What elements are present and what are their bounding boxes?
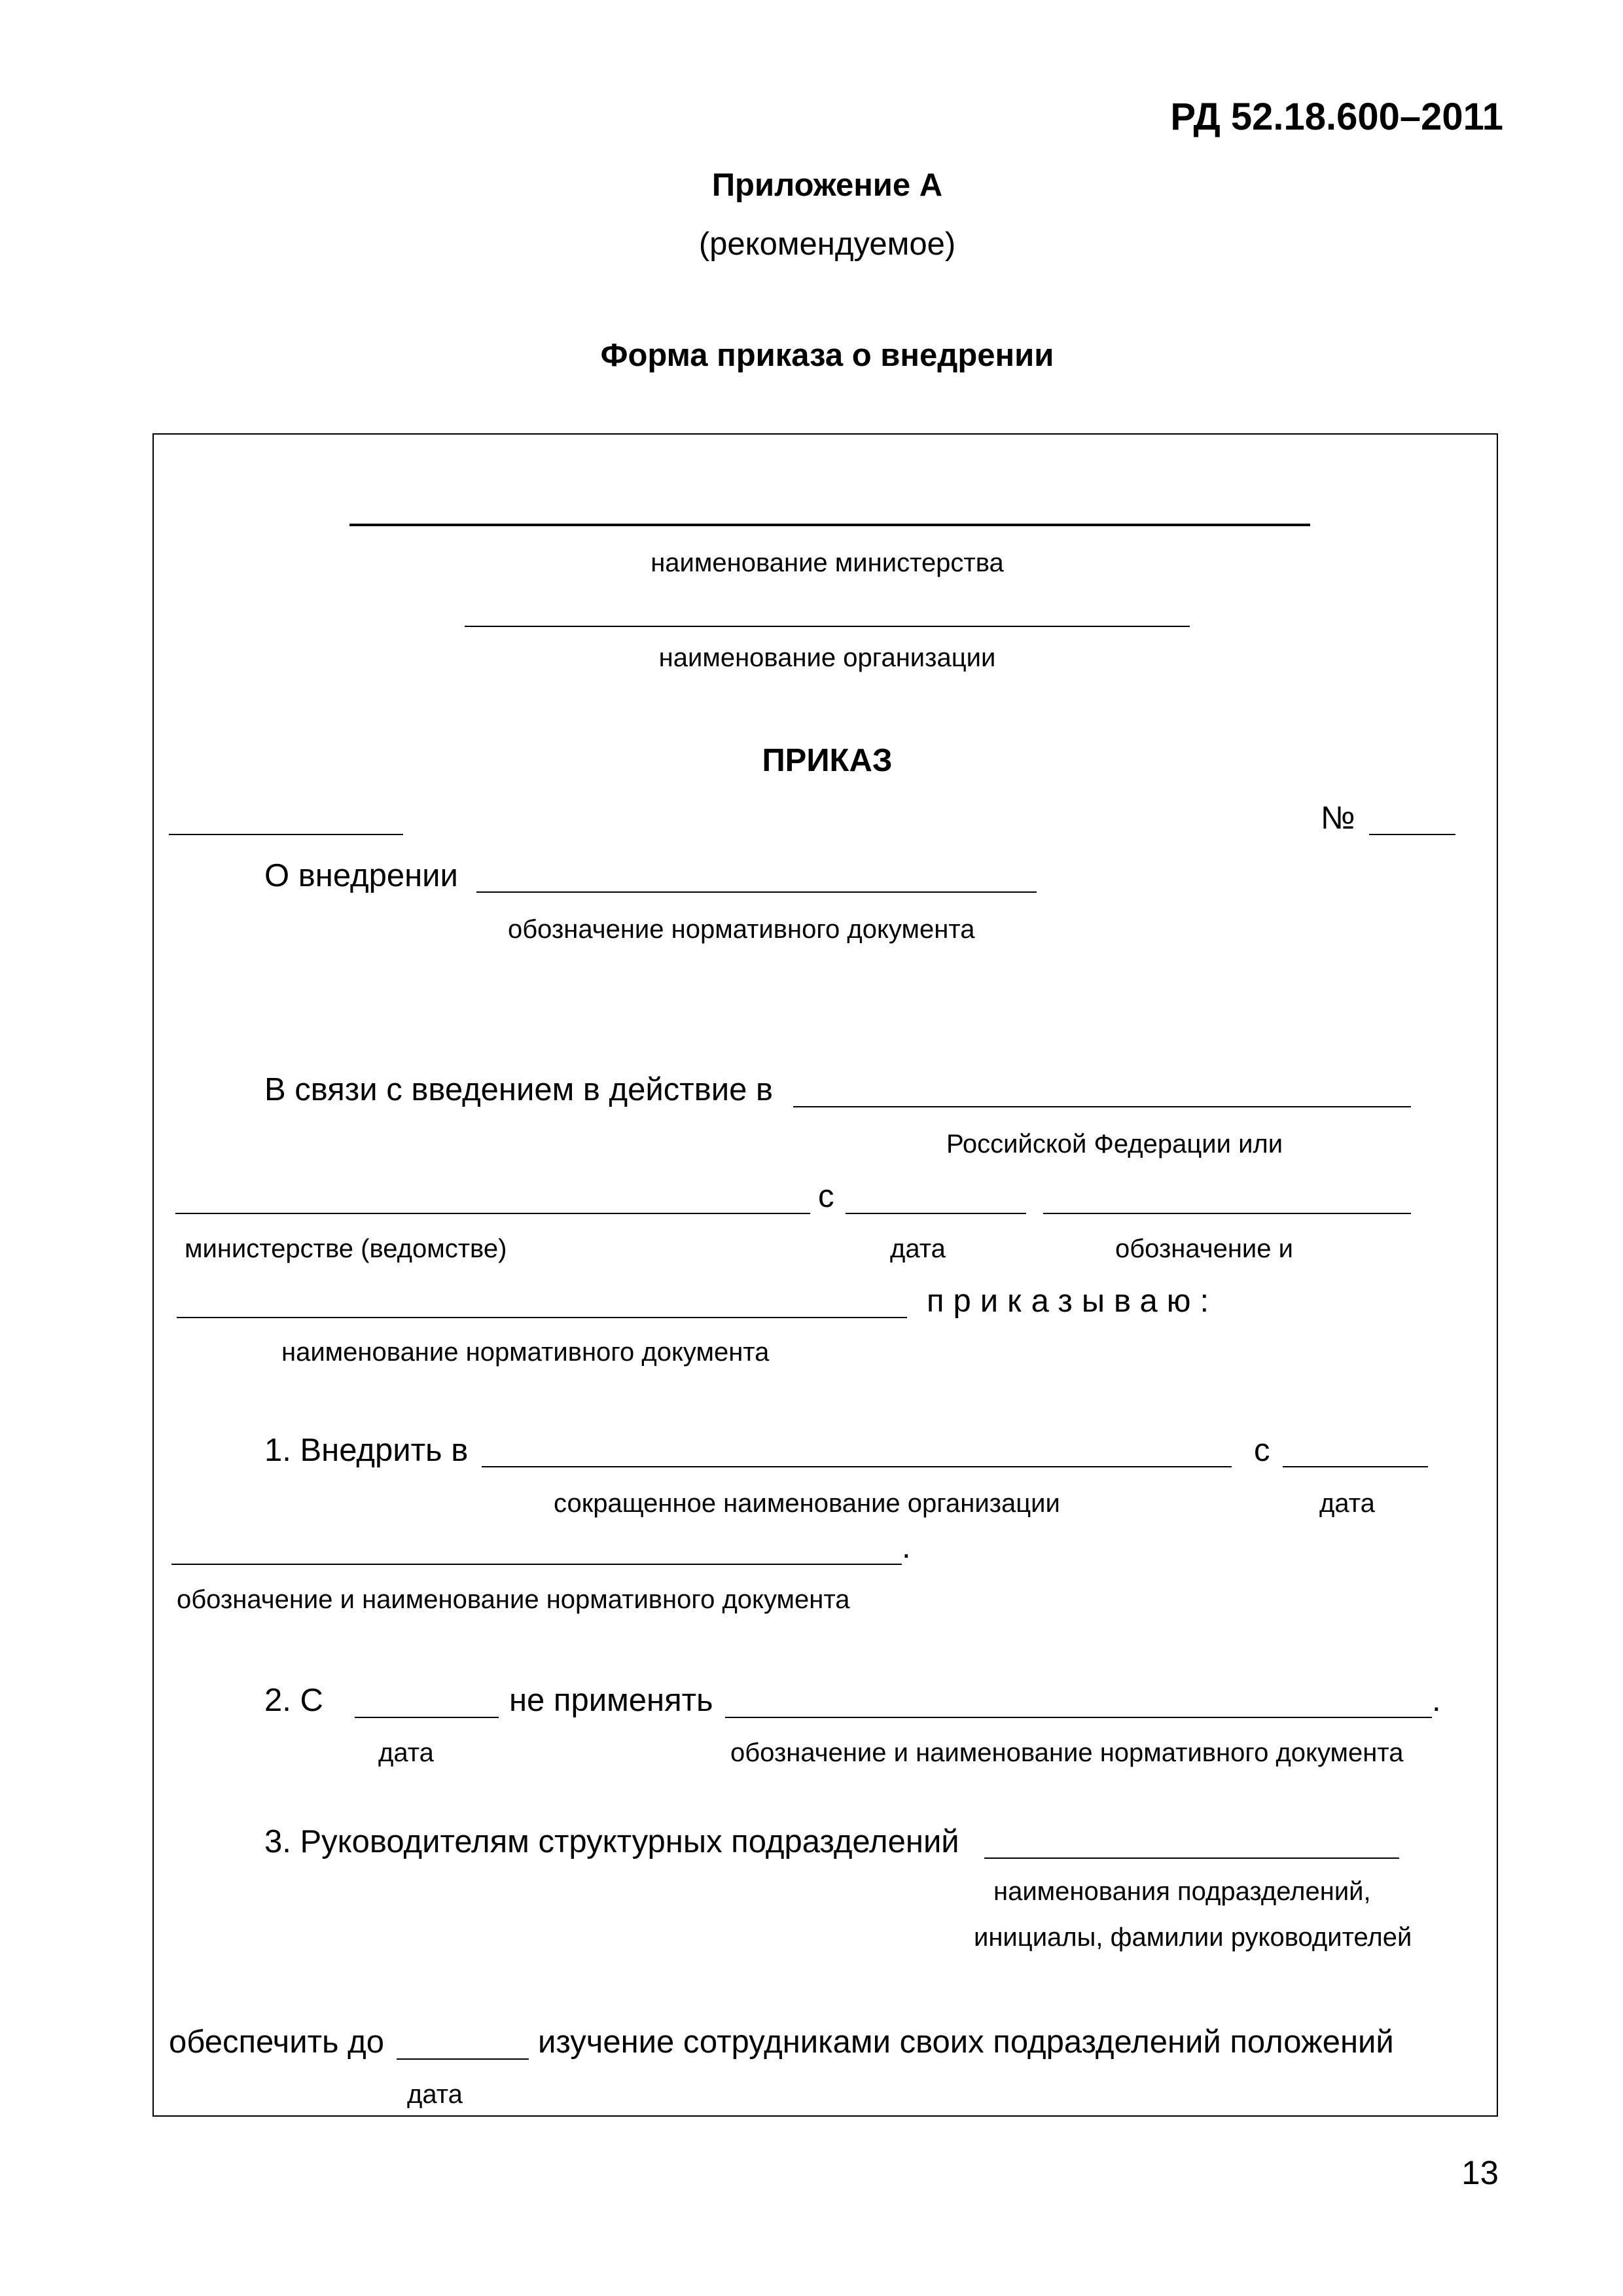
about-doc-blank (476, 891, 1037, 893)
item2-middle: не применять (509, 1683, 713, 1718)
item2-prefix: 2. С (264, 1683, 323, 1718)
item1-date-blank (1283, 1466, 1428, 1467)
appendix-title: Приложение А (711, 168, 943, 203)
units-caption: наименования подразделений, (993, 1877, 1371, 1906)
order-form-frame (152, 433, 1498, 2117)
document-code: РД 52.18.600–2011 (1170, 96, 1503, 138)
doc-designation-caption: обозначение нормативного документа (508, 915, 975, 944)
doc-full-caption-1: обозначение и наименование нормативного документа (177, 1585, 850, 1614)
org-short-caption: сокращенное наименование организации (554, 1489, 1060, 1518)
date-caption-2: дата (1319, 1489, 1375, 1518)
ensure-prefix: обеспечить до (169, 2024, 385, 2060)
ministry-name-caption: наименование министерства (651, 548, 1004, 577)
order-number-blank (1369, 834, 1455, 835)
doc-full-caption-2: обозначение и наименование нормативного документа (730, 1738, 1404, 1767)
organization-name-blank (465, 626, 1190, 627)
order-verb: приказываю: (927, 1283, 1219, 1319)
item2-doc-blank (725, 1717, 1432, 1718)
period-2: . (1432, 1683, 1441, 1718)
organization-name-caption: наименование организации (658, 643, 996, 672)
ministry-name-blank (349, 524, 1310, 526)
item1-org-blank (482, 1466, 1232, 1467)
ensure-date-blank (397, 2058, 529, 2060)
order-title: ПРИКАЗ (762, 743, 893, 778)
form-title: Форма приказа о внедрении (600, 338, 1054, 373)
item2-date-blank (355, 1717, 499, 1718)
date-caption-1: дата (890, 1234, 946, 1263)
rf-caption: Российской Федерации или (946, 1130, 1283, 1158)
ensure-suffix: изучение сотрудниками своих подразделений положений (538, 2024, 1394, 2060)
designation-and-caption: обозначение и (1115, 1234, 1293, 1263)
page-number: 13 (1461, 2154, 1499, 2191)
from-label-2: с (1254, 1433, 1270, 1468)
period-1: . (902, 1530, 911, 1565)
from-label-1: с (818, 1179, 834, 1214)
ministry-dept-blank (175, 1213, 810, 1214)
appendix-status: (рекомендуемое) (698, 226, 956, 262)
order-date-blank (169, 834, 403, 835)
designation-blank (1043, 1213, 1411, 1214)
heads-caption: инициалы, фамилии руководителей (974, 1923, 1412, 1952)
doc-name-caption: наименование нормативного документа (281, 1338, 770, 1367)
date-caption-4: дата (407, 2080, 463, 2109)
date-blank-1 (846, 1213, 1026, 1214)
doc-name-blank (177, 1317, 907, 1318)
date-caption-3: дата (378, 1738, 434, 1767)
about-label: О внедрении (264, 858, 458, 893)
intro-text: В связи с введением в действие в (264, 1072, 773, 1107)
item3-text: 3. Руководителям структурных подразделений (264, 1824, 959, 1859)
number-sign: № (1321, 800, 1355, 836)
item1-text: 1. Внедрить в (264, 1433, 469, 1468)
item3-units-blank (984, 1857, 1399, 1859)
intro-blank (793, 1106, 1411, 1107)
ministry-dept-caption: министерстве (ведомстве) (185, 1234, 507, 1263)
item1-doc-blank (171, 1564, 902, 1565)
